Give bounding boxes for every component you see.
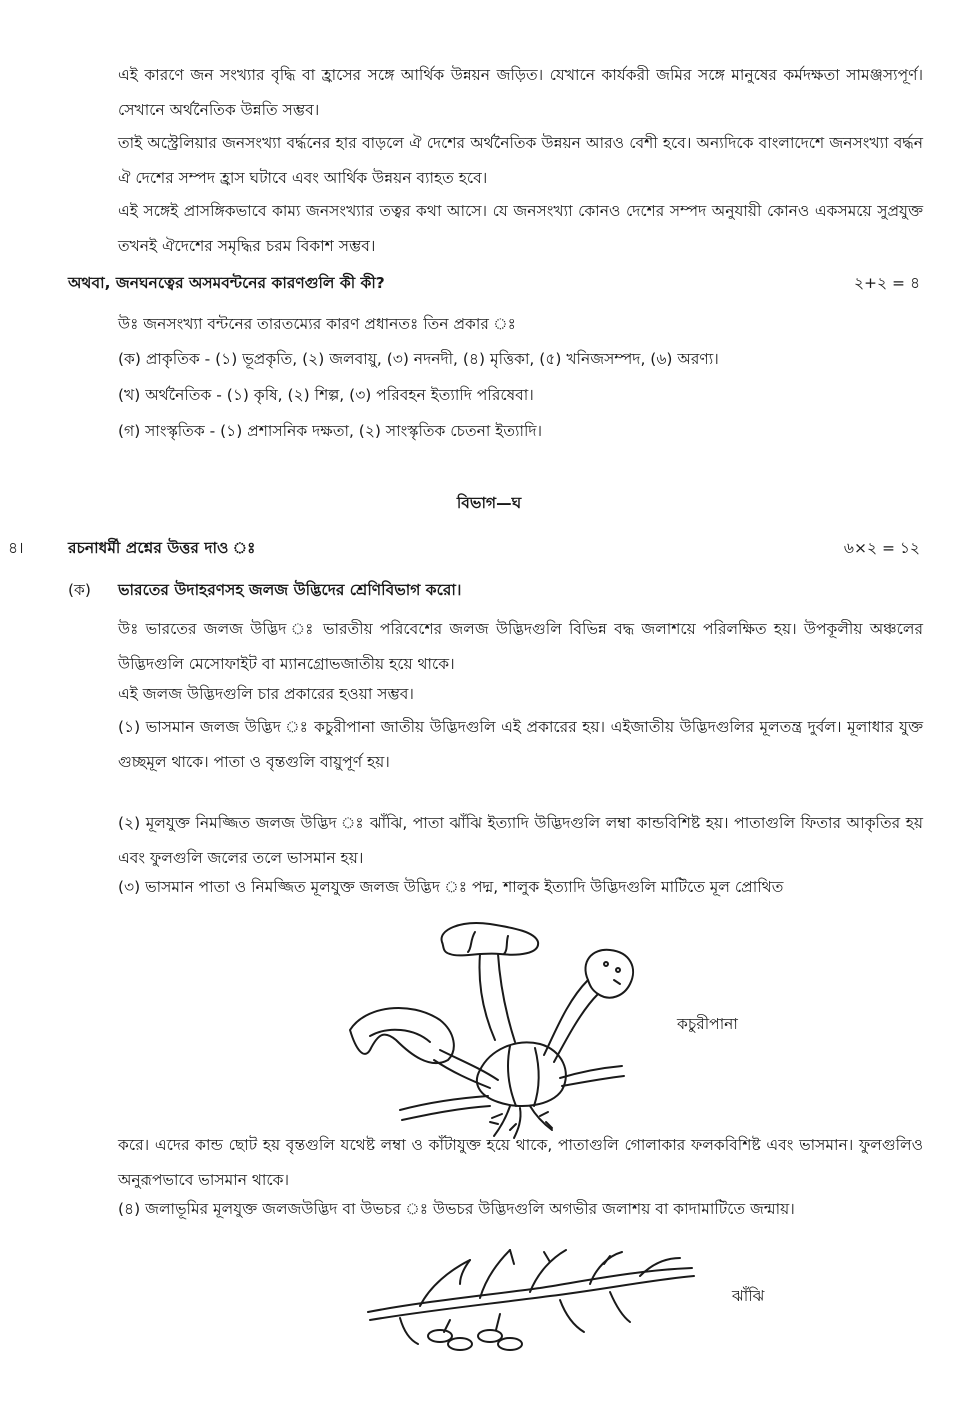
section-title: বিভাগ—ঘ xyxy=(456,494,522,512)
intro-paragraph-2: তাই অস্ট্রেলিয়ার জনসংখ্যা বর্দ্ধনের হার বাড়লে ঐ দেশের অর্থনৈতিক উন্নয়ন আরও বেশী হবে। অন্যদিকে বাংলাদেশে জনসংখ্যা বর্দ্ধন ঐ দেশের সম্পদ হ্রাস ঘটাবে এবং আর্থিক উন্নয়ন ব্যাহত হবে। xyxy=(118,134,923,187)
answer-type-3-continued: করে। এদের কান্ড ছোট হয় বৃন্তগুলি যথেষ্ট লম্বা ও কাঁটাযুক্ত হয়ে থাকে, পাতাগুলি গোলাকার ফলকবিশিষ্ট এবং ভাসমান। ফুলগুলিও অনুরূপভাবে ভাসমান থাকে। xyxy=(118,1136,924,1189)
sub-question-label: (ক) xyxy=(68,581,91,599)
answer-type-3: (৩) ভাসমান পাতা ও নিমজ্জিত মূলযুক্ত জলজ উদ্ভিদ ঃ পদ্ম, শালুক ইত্যাদি উদ্ভিদগুলি মাটিতে মূল প্রোথিত xyxy=(118,878,784,896)
answer-type-2: (২) মূলযুক্ত নিমজ্জিত জলজ উদ্ভিদ ঃ ঝাঁঝি, পাতা ঝাঁঝি ইত্যাদি উদ্ভিদগুলি লম্বা কান্ডবিশিষ্ট হয়। পাতাগুলি ফিতার আকৃতির হয় এবং ফুলগুলি জলের তলে ভাসমান হয়। xyxy=(118,814,923,867)
question-4-marks: ৬×২ = ১২ xyxy=(843,539,920,557)
alt-question: অথবা, জনঘনত্বের অসমবন্টনের কারণগুলি কী কী? xyxy=(68,274,385,292)
water-hyacinth-sketch xyxy=(330,910,660,1140)
figure-label-hydrilla: ঝাঁঝি xyxy=(732,1287,765,1305)
answer-type-4: (৪) জলাভূমির মূলযুক্ত জলজউদ্ভিদ বা উভচর ঃ উভচর উদ্ভিদগুলি অগভীর জলাশয় বা কাদামাটিতে জন্মায়। xyxy=(118,1200,795,1218)
alt-answer-intro: উঃ জনসংখ্যা বন্টনের তারতম্যের কারণ প্রধানতঃ তিন প্রকার ঃ xyxy=(118,315,516,333)
intro-paragraph-1: এই কারণে জন সংখ্যার বৃদ্ধি বা হ্রাসের সঙ্গে আর্থিক উন্নয়ন জড়িত। যেখানে কার্যকরী জমির সঙ্গে মানুষের কর্মদক্ষতা সামঞ্জস্যপূর্ণ। সেখানে অর্থনৈতিক উন্নতি সম্ভব। xyxy=(118,66,923,119)
answer-paragraph-1: উঃ ভারতের জলজ উদ্ভিদ ঃ ভারতীয় পরিবেশের জলজ উদ্ভিদগুলি বিভিন্ন বদ্ধ জলাশয়ে পরিলক্ষিত হয়। উপকূলীয় অঞ্চলের উদ্ভিদগুলি মেসোফাইট বা ম্যানগ্রোভজাতীয় হয়ে থাকে। xyxy=(118,620,923,673)
hydrilla-sketch xyxy=(360,1240,700,1380)
alt-answer-item-economic: (খ) অর্থনৈতিক - (১) কৃষি, (২) শিল্প, (৩) পরিবহন ইত্যাদি পরিষেবা। xyxy=(118,386,534,404)
sub-question-text: ভারতের উদাহরণসহ জলজ উদ্ভিদের শ্রেণিবিভাগ করো। xyxy=(118,581,462,599)
answer-type-1: (১) ভাসমান জলজ উদ্ভিদ ঃ কচুরীপানা জাতীয় উদ্ভিদগুলি এই প্রকারের হয়। এইজাতীয় উদ্ভিদগুলির মূলতন্ত্র দুর্বল। মূলাধার যুক্ত গুচ্ছমূল থাকে। পাতা ও বৃন্তগুলি বায়ুপূর্ণ হয়। xyxy=(118,718,923,771)
question-4-text: রচনাধর্মী প্রশ্নের উত্তর দাও ঃ xyxy=(68,539,256,557)
alt-answer-item-natural: (ক) প্রাকৃতিক - (১) ভূপ্রকৃতি, (২) জলবায়ু, (৩) নদনদী, (৪) মৃত্তিকা, (৫) খনিজসম্পদ, (৬) অরণ্য। xyxy=(118,350,719,368)
question-number: ৪। xyxy=(8,539,24,557)
alt-answer-item-cultural: (গ) সাংস্কৃতিক - (১) প্রশাসনিক দক্ষতা, (২) সাংস্কৃতিক চেতনা ইত্যাদি। xyxy=(118,422,543,440)
answer-paragraph-2: এই জলজ উদ্ভিদগুলি চার প্রকারের হওয়া সম্ভব। xyxy=(118,685,414,703)
intro-paragraph-3: এই সঙ্গেই প্রাসঙ্গিকভাবে কাম্য জনসংখ্যার তত্বর কথা আসে। যে জনসংখ্যা কোনও দেশের সম্পদ অনুযায়ী কোনও একসময়ে সুপ্রযুক্ত তখনই ঐদেশের সমৃদ্ধির চরম বিকাশ সম্ভব। xyxy=(118,202,923,255)
alt-question-marks: ২+২ = ৪ xyxy=(853,274,920,292)
figure-label-water-hyacinth: কচুরীপানা xyxy=(677,1015,738,1033)
